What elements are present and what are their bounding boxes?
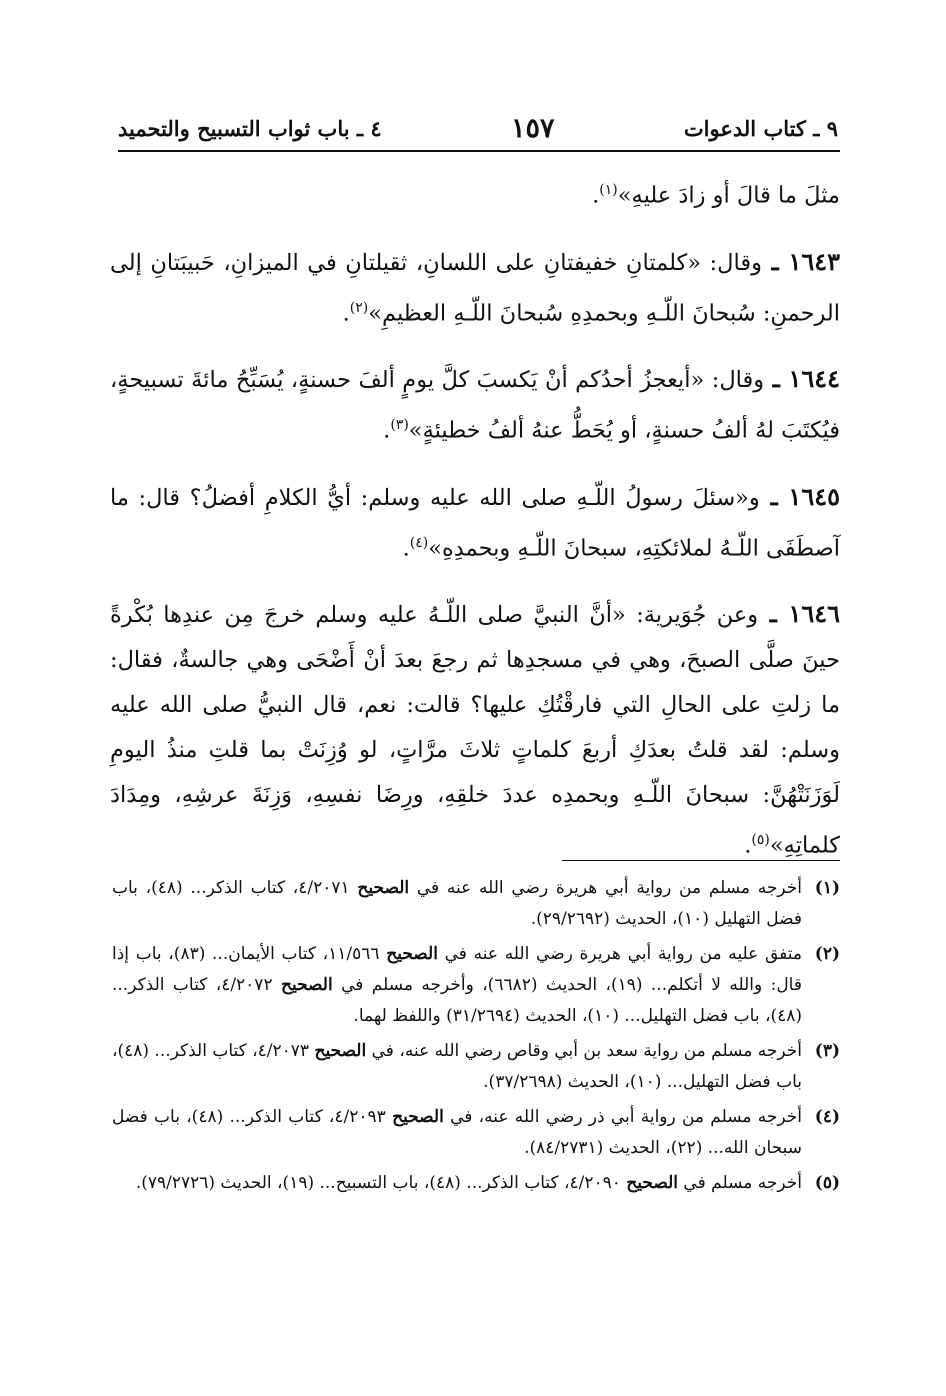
page-number: ١٥٧	[511, 112, 555, 144]
hadith-number: ١٦٤٥ ـ	[759, 481, 840, 511]
paragraph-text: وعن جُوَيرية: «أنَّ النبيَّ صلى اللّـهُ عليه وسلم خرجَ مِن عندِها بُكْرةً حينَ صلَّى الصبحَ، وهي في مسجدِها ثم رجعَ بعدَ أنْ أَضْحَى وهي جالسةٌ، فقال: ما زلتِ على الحالِ التي فارقْتُكِ عليها؟ قالت: نعم، قال النبيُّ صلى الله عليه وسلم: لقد قلتُ بعدَكِ أربعَ كلماتٍ ثلاثَ مرَّاتٍ، لو وُزِنَتْ بما قلتِ منذُ اليومِ لَوَزَنَتْهُنَّ: سبحانَ اللّـهِ وبحمدِه عددَ خلقِهِ، ورِضَا نفسِهِ، وَزِنَةَ عرشِهِ، ومِدَادَ كلماتِهِ»	[110, 602, 840, 859]
header-divider	[118, 150, 840, 152]
footnote-text: أخرجه مسلم من رواية أبي هريرة رضي الله عنه في الصحيح ٤/٢٠٧١، كتاب الذكر... (٤٨)، باب فضل التهليل (١٠)، الحديث (٢٩/٢٦٩٢).	[112, 878, 802, 929]
header-section: ٤ ـ باب ثواب التسبيح والتحميد	[118, 115, 382, 141]
footnote-ref: (٥)	[751, 832, 770, 848]
hadith-1645: ١٦٤٥ ـ و«سئلَ رسولُ اللّـهِ صلى الله عليه وسلم: أيُّ الكلامِ أفضلُ؟ قال: ما آصطَفَى اللّـهُ لملائكتِهِ، سبحانَ اللّـهِ وبحمدِهِ»$^{(٤)}$.	[110, 481, 840, 561]
hadith-1644: ١٦٤٤ ـ وقال: «أيعجزُ أحدُكم أنْ يَكسبَ كلَّ يومٍ ألفَ حسنةٍ، يُسَبِّحُ مائةَ تسبيحةٍ، فيُكتَبَ لهُ ألفُ حسنةٍ، أو يُحَطُّ عنهُ ألفُ خطيئةٍ»$^{(٣)}$.	[110, 364, 840, 444]
footnote-mark: (٤)	[814, 1107, 840, 1127]
paragraph-text: وقال: «كلمتانِ خفيفتانِ على اللسانِ، ثقيلتانِ في الميزانِ، حَبيبَتانِ إلى الرحمنِ: سُبحانَ اللّـهِ وبحمدِهِ سُبحانَ اللّـهِ العظيمِ»	[110, 249, 840, 326]
footnote-1	[112, 873, 840, 935]
footnote-text: أخرجه مسلم من رواية أبي ذر رضي الله عنه، في الصحيح ٤/٢٠٩٣، كتاب الذكر... (٤٨)، باب فضل سبحان الله... (٢٢)، الحديث (٨٤/٢٧٣١).	[112, 1107, 803, 1158]
footnote-divider	[562, 860, 840, 861]
header-chapter: ٩ ـ كتاب الدعوات	[683, 115, 838, 141]
footnote-text: متفق عليه من رواية أبي هريرة رضي الله عنه في الصحيح ١١/٥٦٦، كتاب الأيمان... (٨٣)، باب إذا قال: والله لا أتكلم... (١٩)، الحديث (٦٦٨٢)، وأخرجه مسلم في الصحيح ٤/٢٠٧٢، كتاب الذكر... (٤٨)، باب فضل التهليل... (١٠)، الحديث (٣١/٢٦٩٤) واللفظ لهما.	[112, 944, 803, 1026]
hadith-number: ١٦٤٤ ـ	[764, 364, 840, 393]
footnote-text: أخرجه مسلم من رواية سعد بن أبي وقاص رضي الله عنه، في الصحيح ٤/٢٠٧٣، كتاب الذكر... (٤٨)، باب فضل التهليل... (١٠)، الحديث (٣٧/٢٦٩٨).	[112, 1041, 803, 1092]
footnote-mark: (١)	[814, 878, 840, 898]
footnote-text: أخرجه مسلم في الصحيح ٤/٢٠٩٠، كتاب الذكر... (٤٨)، باب التسبيح... (١٩)، الحديث (٧٩/٢٧٢٦).	[135, 1173, 802, 1193]
hadith-number: ١٦٤٣ ـ	[761, 246, 840, 276]
paragraph-text: و«سئلَ رسولُ اللّـهِ صلى الله عليه وسلم: أيُّ الكلامِ أفضلُ؟ قال: ما آصطَفَى اللّـهُ لملائكتِهِ، سبحانَ اللّـهِ وبحمدِهِ»	[110, 484, 840, 561]
paragraph-text: وقال: «أيعجزُ أحدُكم أنْ يَكسبَ كلَّ يومٍ ألفَ حسنةٍ، يُسَبِّحُ مائةَ تسبيحةٍ، فيُكتَبَ لهُ ألفُ حسنةٍ، أو يُحَطُّ عنهُ ألفُ خطيئةٍ»	[110, 367, 840, 444]
footnote-mark: (٣)	[814, 1041, 840, 1061]
hadith-1643: ١٦٤٣ ـ وقال: «كلمتانِ خفيفتانِ على اللسانِ، ثقيلتانِ في الميزانِ، حَبيبَتانِ إلى الرحمنِ: سُبحانَ اللّـهِ وبحمدِهِ سُبحانَ اللّـهِ العظيمِ»$^{(٢)}$.	[110, 246, 840, 326]
footnotes	[112, 873, 840, 1203]
main-text	[110, 168, 840, 889]
footnote-2	[112, 939, 840, 1032]
footnote-mark: (٥)	[814, 1173, 840, 1193]
paragraph-text: مثلَ ما قالَ أو زادَ عليهِ»	[617, 182, 840, 209]
footnote-ref: (٣)	[390, 417, 409, 433]
footnote-ref: (٢)	[349, 299, 369, 316]
footnote-3	[112, 1036, 840, 1098]
paragraph-continuation: مثلَ ما قالَ أو زادَ عليهِ»$^{(١)}$.	[592, 182, 840, 209]
footnote-4	[112, 1102, 840, 1164]
footnote-ref: (٤)	[409, 534, 429, 551]
hadith-number: ١٦٤٦ ـ	[758, 599, 840, 628]
footnote-ref: (١)	[599, 182, 618, 198]
footnote-mark: (٢)	[814, 944, 840, 964]
hadith-1646: ١٦٤٦ ـ وعن جُوَيرية: «أنَّ النبيَّ صلى اللّـهُ عليه وسلم خرجَ مِن عندِها بُكْرةً حينَ صلَّى الصبحَ، وهي في مسجدِها ثم رجعَ بعدَ أنْ أَضْحَى وهي جالسةٌ، فقال: ما زلتِ على الحالِ التي فارقْتُكِ عليها؟ قالت: نعم، قال النبيُّ صلى الله عليه وسلم: لقد قلتُ بعدَكِ أربعَ كلماتٍ ثلاثَ مرَّاتٍ، لو وُزِنَتْ بما قلتِ منذُ اليومِ لَوَزَنَتْهُنَّ: سبحانَ اللّـهِ وبحمدِه عددَ خلقِهِ، ورِضَا نفسِهِ، وَزِنَةَ عرشِهِ، ومِدَادَ كلماتِهِ»$^{(٥)}$.	[110, 599, 840, 859]
footnote-5	[112, 1168, 840, 1199]
running-header	[118, 108, 838, 148]
